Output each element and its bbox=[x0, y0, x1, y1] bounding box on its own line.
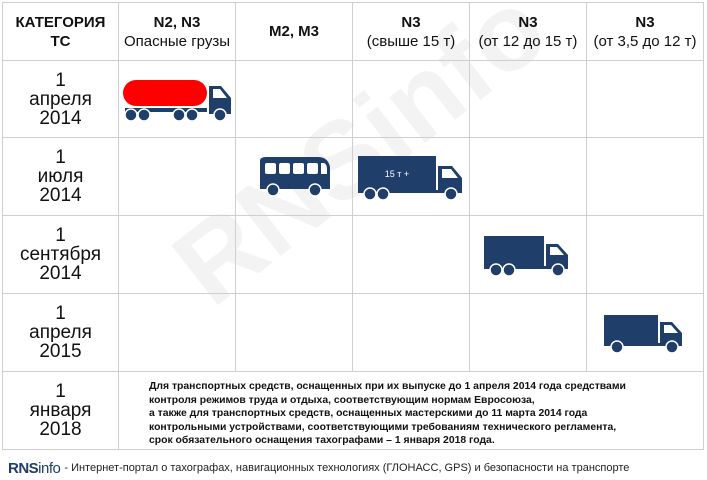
empty-cell bbox=[470, 61, 587, 138]
truck-icon bbox=[482, 232, 574, 278]
col-dangerous-goods-header: N2, N3 Опасные грузы bbox=[119, 3, 236, 61]
rnsinfo-logo[interactable]: RNSinfo bbox=[8, 459, 61, 477]
note-cell: Для транспортных средств, оснащенных при их выпуске до 1 апреля 2014 года средствами контроля режимов труда и отдыха, соответствующим нормам Евросоюза, а также для транспортных средств, оснащенных мастерскими до 11 марта 2014 года контрольными устройствами, соответствующими требованиям технического регламента, срок обязательного оснащения тахографами – 1 января 2018 года. bbox=[119, 372, 704, 450]
empty-cell bbox=[353, 61, 470, 138]
table-row bbox=[3, 138, 704, 216]
empty-cell bbox=[119, 294, 236, 372]
empty-cell bbox=[119, 216, 236, 294]
category-header: КАТЕГОРИЯ ТС bbox=[3, 3, 119, 61]
empty-cell bbox=[587, 61, 704, 138]
empty-cell bbox=[236, 294, 353, 372]
col-n3-3-5-12-header: N3 (от 3,5 до 12 т) bbox=[587, 3, 704, 61]
truck-label: 15 т + bbox=[384, 168, 410, 179]
truck-12-15-cell bbox=[470, 216, 587, 294]
empty-cell bbox=[119, 138, 236, 216]
date-cell: 1 января 2018 bbox=[3, 372, 119, 450]
empty-cell bbox=[353, 216, 470, 294]
empty-cell bbox=[470, 138, 587, 216]
tanker-truck-cell bbox=[119, 61, 236, 138]
date-cell: 1 апреля 2014 bbox=[3, 61, 119, 138]
tanker-truck-icon bbox=[121, 76, 233, 122]
tachograph-schedule-table bbox=[2, 2, 704, 450]
empty-cell bbox=[236, 216, 353, 294]
truck-over15-cell bbox=[353, 138, 470, 216]
empty-cell bbox=[353, 294, 470, 372]
truck-icon bbox=[602, 311, 688, 355]
col-n3-12-15-header: N3 (от 12 до 15 т) bbox=[470, 3, 587, 61]
date-cell: 1 сентября 2014 bbox=[3, 216, 119, 294]
empty-cell bbox=[470, 294, 587, 372]
truck-icon bbox=[356, 152, 466, 202]
empty-cell bbox=[587, 138, 704, 216]
footer bbox=[8, 458, 703, 478]
col-m2-m3-header: M2, M3 bbox=[236, 3, 353, 61]
col-n3-over15-header: N3 (свыше 15 т) bbox=[353, 3, 470, 61]
empty-cell bbox=[587, 216, 704, 294]
table-row bbox=[3, 294, 704, 372]
bus-icon bbox=[256, 155, 332, 199]
date-cell: 1 апреля 2015 bbox=[3, 294, 119, 372]
table-row bbox=[3, 216, 704, 294]
empty-cell bbox=[236, 61, 353, 138]
table-row bbox=[3, 61, 704, 138]
date-cell: 1 июля 2014 bbox=[3, 138, 119, 216]
bus-cell bbox=[236, 138, 353, 216]
footer-text: - Интернет-портал о тахографах, навигационных технологиях (ГЛОНАСС, GPS) и безопасности на транспорте bbox=[64, 462, 630, 474]
header-row bbox=[3, 3, 704, 61]
table-row bbox=[3, 372, 704, 450]
truck-3-5-12-cell bbox=[587, 294, 704, 372]
